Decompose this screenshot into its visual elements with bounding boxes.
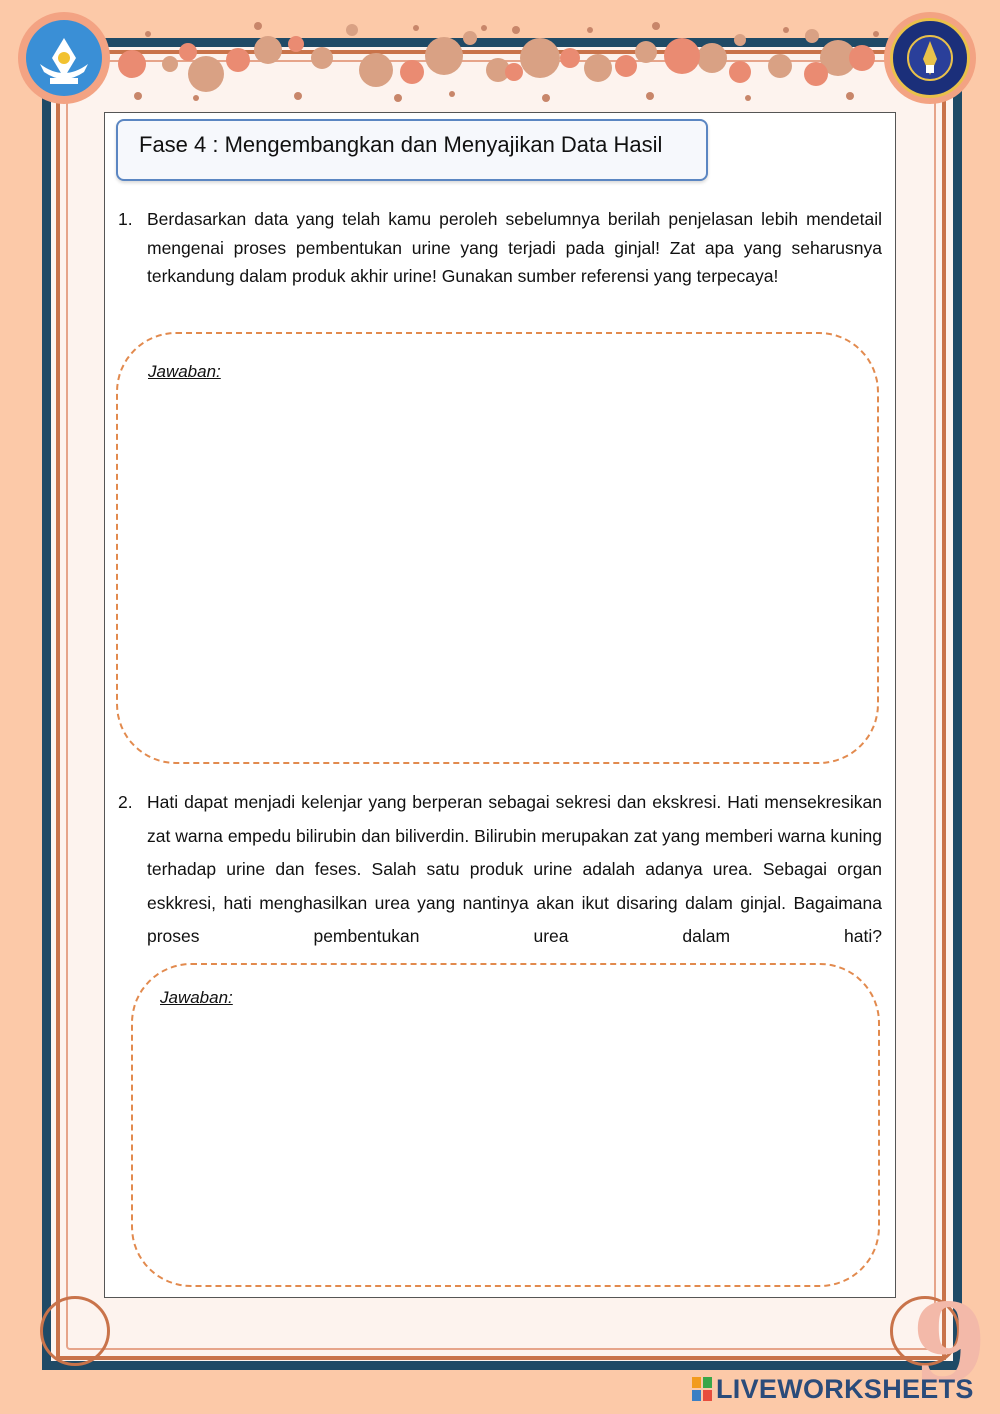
question-text: Hati dapat menjadi kelenjar yang berperan sebagai sekresi dan ekskresi. Hati mensekresikan zat warna empedu bilirubin dan biliverdin. Bilirubin merupakan zat yang memberi warna kuning terhadap urine dan feses. Salah satu produk urine adalah adanya urea. Sebagai organ eskkresi, hati menghasilkan urea yang nantinya akan ikut disaring dalam ginjal. Bagaimana proses pembentukan urea dalam hati? xyxy=(147,792,882,946)
tut-wuri-handayani-logo xyxy=(18,12,110,104)
page-number: 9 xyxy=(912,1281,988,1407)
liveworksheets-brand xyxy=(692,1374,992,1406)
question-1 xyxy=(118,205,882,291)
tut-wuri-handayani-emblem-icon xyxy=(26,20,102,96)
question-2 xyxy=(118,786,882,954)
question-number: 2. xyxy=(118,792,133,812)
answer-label-2: Jawaban: xyxy=(160,988,233,1007)
page-title: Fase 4 : Mengembangkan dan Menyajikan Data Hasil xyxy=(116,119,708,181)
answer-box-1[interactable] xyxy=(116,332,879,764)
brand-text: LIVEWORKSHEETS xyxy=(716,1374,974,1404)
question-number: 1. xyxy=(118,209,133,229)
liveworksheets-logo-icon xyxy=(692,1377,712,1401)
answer-box-2[interactable] xyxy=(131,963,880,1287)
uny-emblem-icon xyxy=(893,21,967,95)
bubble-decoration xyxy=(0,0,1000,110)
corner-curl-bottom-left xyxy=(40,1296,110,1366)
answer-label-1: Jawaban: xyxy=(148,362,221,381)
uny-logo xyxy=(884,12,976,104)
question-text: Berdasarkan data yang telah kamu peroleh sebelumnya berilah penjelasan lebih mendetail mengenai proses pembentukan urine yang terjadi pada ginjal! Zat apa yang seharusnya terkandung dalam produk akhir urine! Gunakan sumber referensi yang terpecaya! xyxy=(147,209,882,286)
